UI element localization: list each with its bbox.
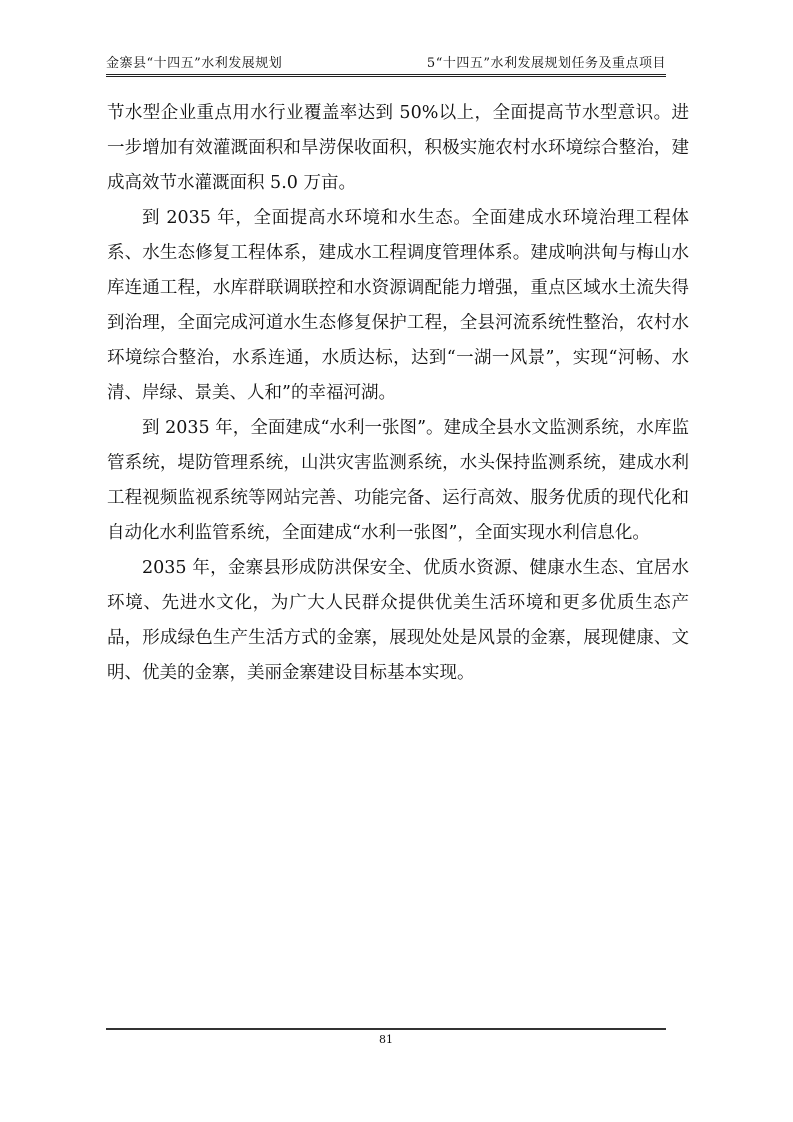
page-header (106, 50, 666, 72)
paragraph-water-environment: 到 2035 年，全面提高水环境和水生态。全面建成水环境治理工程体系、水生态修复工程体系，建成水工程调度管理体系。建成响洪甸与梅山水库连通工程，水库群联调联控和水资源调配能力增强，重点区域水土流失得到治理，全面完成河道水生态修复保护工程，全县河流系统性整治，农村水环境综合整治，水系连通，水质达标，达到“一湖一风景”，实现“河畅、水清、岸绿、景美、人和”的幸福河湖。 (107, 208, 689, 403)
body-text (107, 96, 689, 691)
chapter-title: 5“十四五”水利发展规划任务及重点项目 (426, 56, 666, 71)
page-number: 81 (379, 1033, 393, 1046)
footer-divider (106, 1028, 666, 1030)
paragraph-overall-goal: 2035 年，金寨县形成防洪保安全、优质水资源、健康水生态、宜居水环境、先进水文化，为广大人民群众提供优美生活环境和更多优质生态产品，形成绿色生产生活方式的金寨，展现处处是风景的金寨，展现健康、文明、优美的金寨，美丽金寨建设目标基本实现。 (107, 558, 689, 683)
paragraph-water-informatization: 到 2035 年，全面建成“水利一张图”。建成全县水文监测系统，水库监管系统，堤防管理系统，山洪灾害监测系统，水头保持监测系统，建成水利工程视频监视系统等网站完善、功能完备、运行高效、服务优质的现代化和自动化水利监管系统，全面建成“水利一张图”，全面实现水利信息化。 (107, 418, 689, 543)
header-divider (106, 74, 666, 77)
document-title: 金寨县“十四五”水利发展规划 (106, 56, 283, 71)
paragraph-continuation: 节水型企业重点用水行业覆盖率达到 50%以上，全面提高节水型意识。进一步增加有效灌溉面积和旱涝保收面积，积极实施农村水环境综合整治，建成高效节水灌溉面积 5.0 万亩。 (107, 103, 689, 193)
